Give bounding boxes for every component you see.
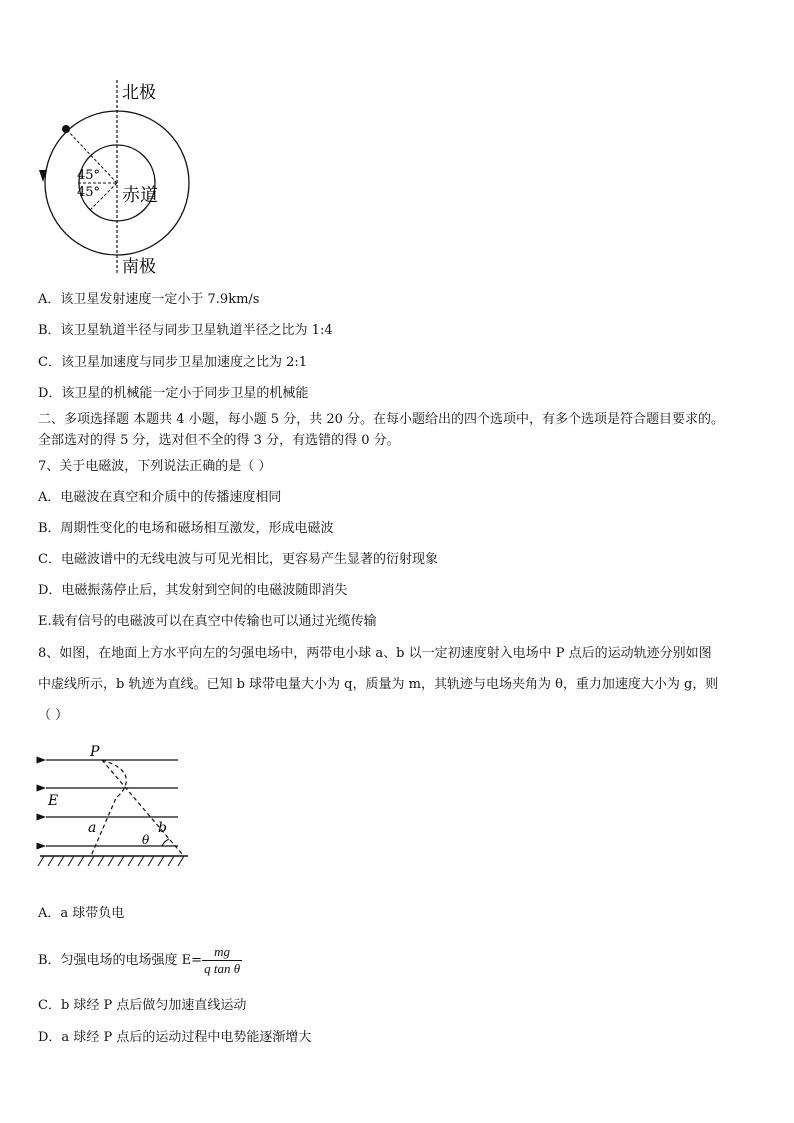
q8-option-c: C．b 球经 P 点后做匀加速直线运动 bbox=[38, 998, 247, 1013]
section-heading-line2: 全部选对的得 5 分，选对但不全的得 3 分，有选错的得 0 分。 bbox=[38, 433, 400, 448]
angle-label-upper: 45° bbox=[77, 168, 101, 183]
q7-option-a: A．电磁波在真空和介质中的传播速度相同 bbox=[38, 490, 282, 505]
south-pole-label: 南极 bbox=[122, 257, 156, 277]
q7-option-c: C．电磁波谱中的无线电波与可见光相比，更容易产生显著的衍射现象 bbox=[38, 552, 438, 567]
q8-option-b-text: B．匀强电场的电场强度 E= bbox=[38, 953, 203, 968]
q8-stem-line1: 8、如图，在地面上方水平向左的匀强电场中，两带电小球 a、b 以一定初速度射入电场中 P 点后的运动轨迹分别如图 bbox=[38, 646, 712, 661]
trajectory-a bbox=[91, 760, 126, 856]
fraction-denominator: q tan θ bbox=[204, 961, 241, 976]
q7-stem: 7、关于电磁波，下列说法正确的是（ ） bbox=[38, 459, 272, 474]
field-strength-fraction bbox=[202, 944, 242, 977]
satellite-dot bbox=[62, 125, 70, 133]
point-p-label: P bbox=[90, 744, 100, 760]
orbit-figure bbox=[30, 78, 220, 278]
q8-stem-line3: （ ） bbox=[38, 708, 69, 723]
q6-option-d: D．该卫星的机械能一定小于同步卫星的机械能 bbox=[38, 386, 309, 401]
angle-theta-label: θ bbox=[142, 833, 150, 847]
q8-option-b bbox=[38, 944, 242, 977]
fraction-numerator: mg bbox=[202, 944, 242, 961]
angle-label-lower: 45° bbox=[77, 185, 101, 200]
angle-arc bbox=[162, 839, 169, 846]
q6-option-c: C．该卫星加速度与同步卫星加速度之比为 2:1 bbox=[38, 355, 308, 370]
field-e-label: E bbox=[48, 793, 59, 809]
section-heading-line1: 二、多项选择题 本题共 4 小题，每小题 5 分，共 20 分。在每小题给出的四个选项中，有多个选项是符合题目要求的。 bbox=[38, 412, 725, 427]
north-pole-label: 北极 bbox=[122, 83, 156, 103]
q7-option-d: D．电磁振荡停止后，其发射到空间的电磁波随即消失 bbox=[38, 583, 348, 598]
field-figure bbox=[36, 742, 196, 872]
q6-option-a: A．该卫星发射速度一定小于 7.9km/s bbox=[38, 292, 260, 307]
ground-hatching bbox=[38, 856, 184, 866]
q6-option-b: B．该卫星轨道半径与同步卫星轨道半径之比为 1:4 bbox=[38, 323, 333, 338]
trajectory-b-label: b bbox=[158, 820, 167, 836]
q8-option-a: A．a 球带负电 bbox=[38, 906, 125, 921]
equator-label: 赤道 bbox=[122, 185, 158, 206]
q8-stem-line2: 中虚线所示，b 轨迹为直线。已知 b 球带电量大小为 q，质量为 m，其轨迹与电场夹角为 θ，重力加速度大小为 g，则 bbox=[38, 677, 719, 692]
q7-option-e: E.载有信号的电磁波可以在真空中传输也可以通过光缆传输 bbox=[38, 614, 377, 629]
trajectory-a-label: a bbox=[88, 820, 97, 836]
q8-option-d: D．a 球经 P 点后的运动过程中电势能逐渐增大 bbox=[38, 1030, 312, 1045]
q7-option-b: B．周期性变化的电场和磁场相互激发，形成电磁波 bbox=[38, 521, 334, 536]
